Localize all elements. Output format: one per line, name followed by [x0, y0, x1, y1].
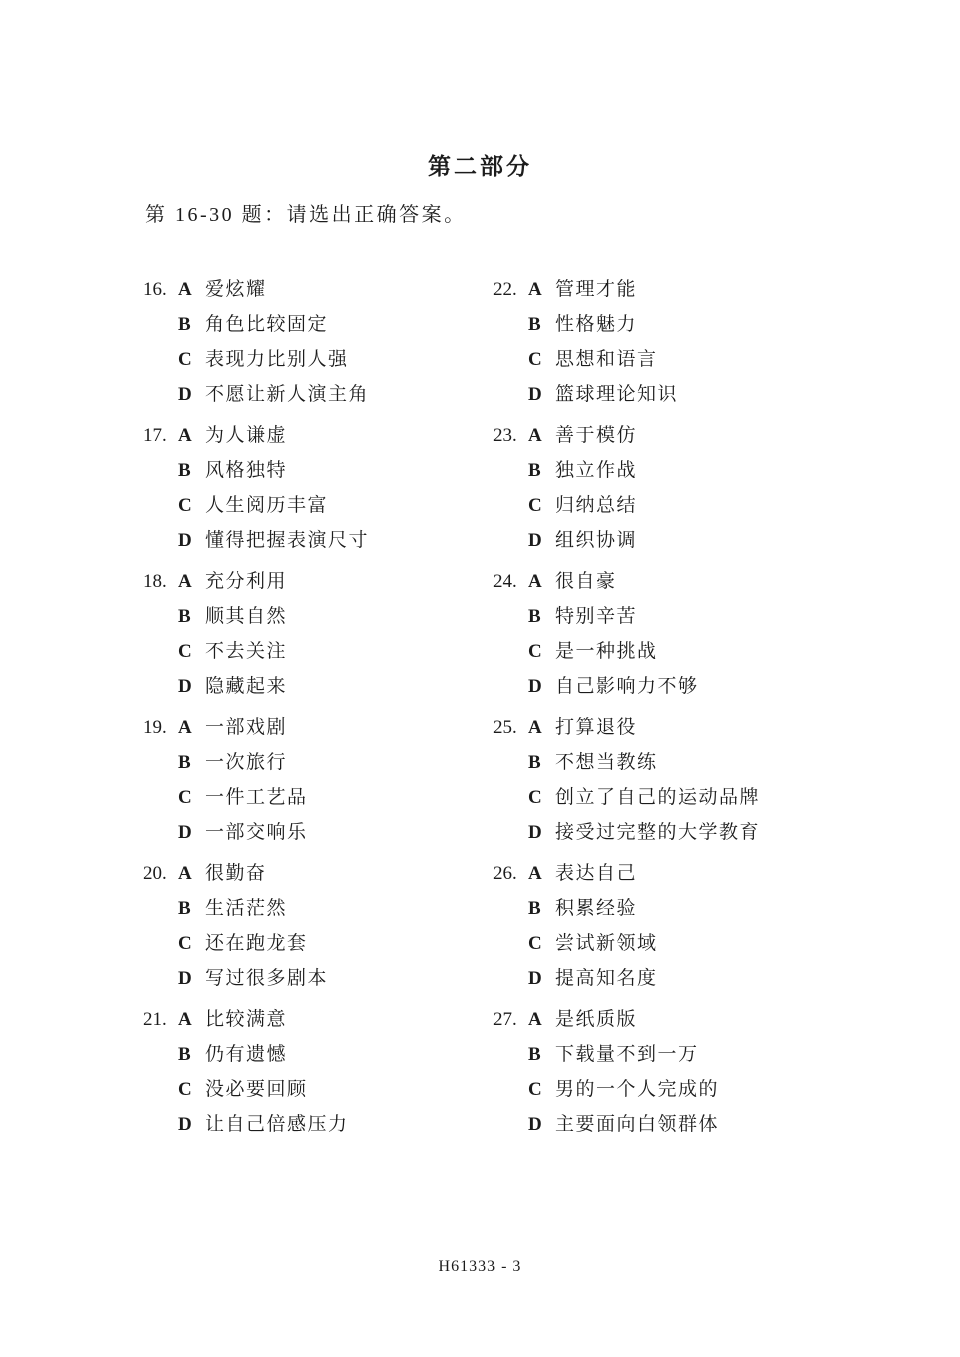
option-letter: A — [178, 717, 192, 738]
option-list — [528, 272, 843, 412]
option-list — [528, 710, 843, 850]
question-block — [493, 272, 843, 412]
option-letter: D — [178, 384, 192, 405]
question-number: 22. — [493, 279, 517, 300]
option-text: 打算退役 — [555, 717, 638, 738]
option-text: 爱炫耀 — [205, 279, 267, 300]
option-row — [528, 815, 843, 850]
question-block — [493, 710, 843, 850]
option-letter: D — [178, 1114, 192, 1135]
option-text: 一部戏剧 — [205, 717, 288, 738]
question-block — [493, 856, 843, 996]
option-row — [178, 1037, 493, 1072]
option-letter: C — [178, 933, 192, 954]
option-text: 积累经验 — [555, 898, 638, 919]
option-text: 不去关注 — [205, 641, 288, 662]
option-list — [528, 856, 843, 996]
option-letter: D — [528, 384, 542, 405]
option-row — [528, 1002, 843, 1037]
option-letter: B — [528, 1044, 541, 1065]
option-text: 是纸质版 — [555, 1009, 638, 1030]
option-text: 没必要回顾 — [205, 1079, 308, 1100]
option-row — [178, 488, 493, 523]
option-text: 还在跑龙套 — [205, 933, 308, 954]
option-text: 管理才能 — [555, 279, 638, 300]
question-column-left — [143, 272, 493, 1148]
question-column-right — [493, 272, 843, 1148]
option-letter: D — [178, 676, 192, 697]
option-text: 表现力比别人强 — [205, 349, 349, 370]
option-text: 下载量不到一万 — [555, 1044, 699, 1065]
option-text: 组织协调 — [555, 530, 638, 551]
option-row — [528, 710, 843, 745]
option-text: 角色比较固定 — [205, 314, 329, 335]
option-row — [178, 891, 493, 926]
option-letter: C — [528, 349, 542, 370]
option-row — [178, 1107, 493, 1142]
option-letter: C — [178, 495, 192, 516]
question-block — [143, 272, 493, 412]
option-text: 提高知名度 — [555, 968, 658, 989]
option-text: 写过很多剧本 — [205, 968, 329, 989]
option-row — [528, 669, 843, 704]
option-row — [528, 745, 843, 780]
option-text: 很勤奋 — [205, 863, 267, 884]
option-letter: B — [178, 314, 191, 335]
option-text: 充分利用 — [205, 571, 288, 592]
option-letter: A — [178, 425, 192, 446]
option-text: 很自豪 — [555, 571, 617, 592]
question-block — [143, 856, 493, 996]
option-row — [528, 418, 843, 453]
option-letter: A — [528, 279, 542, 300]
question-block — [143, 564, 493, 704]
section-title: 第二部分 — [428, 154, 532, 179]
option-letter: A — [528, 571, 542, 592]
option-text: 懂得把握表演尺寸 — [205, 530, 370, 551]
option-text: 一件工艺品 — [205, 787, 308, 808]
option-letter: A — [178, 1009, 192, 1030]
option-row — [528, 342, 843, 377]
option-text: 主要面向白领群体 — [555, 1114, 720, 1135]
option-letter: D — [528, 968, 542, 989]
question-columns — [143, 272, 960, 1148]
option-letter: A — [528, 717, 542, 738]
question-number: 16. — [143, 279, 167, 300]
option-row — [178, 307, 493, 342]
option-row — [178, 342, 493, 377]
option-row — [178, 453, 493, 488]
option-letter: D — [178, 968, 192, 989]
option-letter: B — [178, 1044, 191, 1065]
option-row — [178, 1072, 493, 1107]
option-row — [528, 961, 843, 996]
option-row — [178, 418, 493, 453]
option-row — [528, 599, 843, 634]
option-letter: C — [528, 1079, 542, 1100]
option-text: 特别辛苦 — [555, 606, 638, 627]
question-number: 25. — [493, 717, 517, 738]
option-letter: C — [178, 787, 192, 808]
option-row — [528, 377, 843, 412]
option-letter: B — [528, 460, 541, 481]
option-letter: A — [528, 425, 542, 446]
option-row — [178, 745, 493, 780]
option-row — [178, 523, 493, 558]
option-row — [528, 634, 843, 669]
option-list — [528, 418, 843, 558]
option-letter: A — [528, 1009, 542, 1030]
option-row — [528, 1037, 843, 1072]
option-row — [178, 377, 493, 412]
option-letter: C — [178, 349, 192, 370]
option-list — [528, 1002, 843, 1142]
option-list — [528, 564, 843, 704]
option-text: 人生阅历丰富 — [205, 495, 329, 516]
option-row — [178, 272, 493, 307]
option-text: 比较满意 — [205, 1009, 288, 1030]
option-text: 男的一个人完成的 — [555, 1079, 720, 1100]
option-row — [528, 1072, 843, 1107]
option-letter: B — [528, 606, 541, 627]
option-letter: A — [528, 863, 542, 884]
option-row — [178, 599, 493, 634]
question-block — [493, 418, 843, 558]
option-text: 思想和语言 — [555, 349, 658, 370]
option-text: 自己影响力不够 — [555, 676, 699, 697]
option-letter: B — [528, 314, 541, 335]
option-row — [178, 926, 493, 961]
option-list — [178, 272, 493, 412]
option-text: 表达自己 — [555, 863, 638, 884]
option-row — [528, 523, 843, 558]
option-letter: B — [528, 898, 541, 919]
option-text: 不愿让新人演主角 — [205, 384, 370, 405]
option-text: 尝试新领域 — [555, 933, 658, 954]
option-letter: C — [528, 787, 542, 808]
option-letter: D — [528, 822, 542, 843]
question-block — [493, 564, 843, 704]
option-row — [528, 780, 843, 815]
option-text: 创立了自己的运动品牌 — [555, 787, 761, 808]
option-letter: A — [178, 279, 192, 300]
option-row — [528, 564, 843, 599]
option-text: 让自己倍感压力 — [205, 1114, 349, 1135]
option-row — [528, 1107, 843, 1142]
option-row — [178, 669, 493, 704]
option-letter: B — [178, 460, 191, 481]
question-number: 26. — [493, 863, 517, 884]
question-number: 20. — [143, 863, 167, 884]
option-letter: B — [178, 898, 191, 919]
option-row — [178, 564, 493, 599]
question-block — [493, 1002, 843, 1142]
instructions-text: 第 16-30 题：请选出正确答案。 — [145, 204, 467, 226]
option-row — [178, 856, 493, 891]
option-text: 一部交响乐 — [205, 822, 308, 843]
option-list — [178, 564, 493, 704]
option-letter: B — [178, 752, 191, 773]
option-text: 生活茫然 — [205, 898, 288, 919]
option-row — [178, 780, 493, 815]
option-text: 仍有遗憾 — [205, 1044, 288, 1065]
option-text: 隐藏起来 — [205, 676, 288, 697]
option-text: 独立作战 — [555, 460, 638, 481]
option-row — [528, 453, 843, 488]
option-list — [178, 1002, 493, 1142]
option-letter: D — [178, 822, 192, 843]
option-text: 一次旅行 — [205, 752, 288, 773]
option-letter: D — [528, 530, 542, 551]
option-row — [528, 926, 843, 961]
option-letter: D — [528, 1114, 542, 1135]
question-number: 21. — [143, 1009, 167, 1030]
option-text: 是一种挑战 — [555, 641, 658, 662]
option-letter: A — [178, 571, 192, 592]
option-list — [178, 418, 493, 558]
question-block — [143, 418, 493, 558]
option-text: 风格独特 — [205, 460, 288, 481]
option-text: 为人谦虚 — [205, 425, 288, 446]
option-letter: B — [528, 752, 541, 773]
option-list — [178, 710, 493, 850]
question-number: 23. — [493, 425, 517, 446]
option-letter: D — [178, 530, 192, 551]
question-block — [143, 710, 493, 850]
question-number: 19. — [143, 717, 167, 738]
option-letter: C — [528, 933, 542, 954]
option-row — [178, 634, 493, 669]
option-letter: C — [528, 641, 542, 662]
option-row — [528, 307, 843, 342]
option-text: 篮球理论知识 — [555, 384, 679, 405]
option-row — [178, 815, 493, 850]
question-number: 27. — [493, 1009, 517, 1030]
option-row — [528, 891, 843, 926]
option-text: 归纳总结 — [555, 495, 638, 516]
option-row — [528, 856, 843, 891]
option-text: 性格魅力 — [555, 314, 638, 335]
option-row — [528, 488, 843, 523]
option-list — [178, 856, 493, 996]
option-letter: A — [178, 863, 192, 884]
option-text: 顺其自然 — [205, 606, 288, 627]
option-row — [178, 1002, 493, 1037]
option-letter: C — [528, 495, 542, 516]
option-text: 善于模仿 — [555, 425, 638, 446]
page-footer-code: H61333 - 3 — [438, 1258, 522, 1275]
option-row — [178, 710, 493, 745]
option-letter: D — [528, 676, 542, 697]
question-number: 17. — [143, 425, 167, 446]
option-text: 接受过完整的大学教育 — [555, 822, 761, 843]
question-block — [143, 1002, 493, 1142]
option-letter: C — [178, 1079, 192, 1100]
option-text: 不想当教练 — [555, 752, 658, 773]
question-number: 24. — [493, 571, 517, 592]
question-number: 18. — [143, 571, 167, 592]
option-row — [178, 961, 493, 996]
option-letter: C — [178, 641, 192, 662]
option-letter: B — [178, 606, 191, 627]
option-row — [528, 272, 843, 307]
